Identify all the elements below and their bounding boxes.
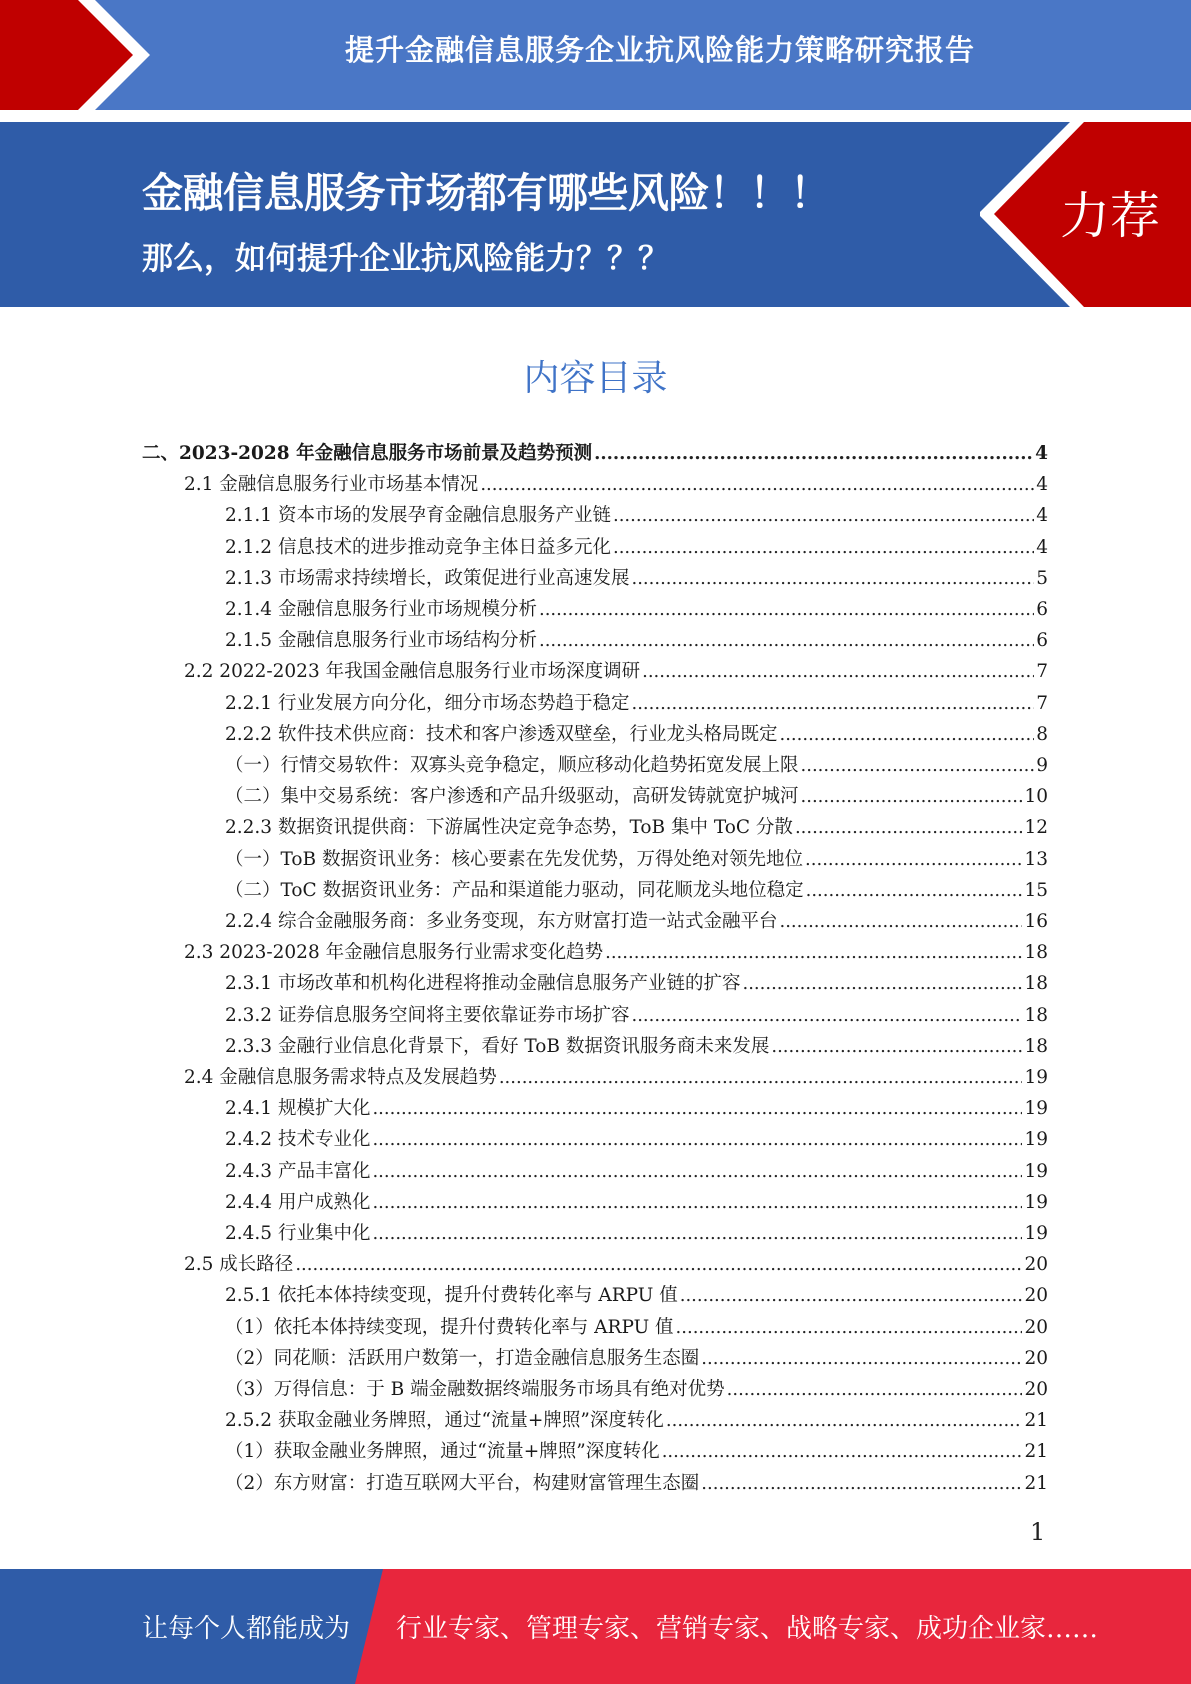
toc-entry[interactable] <box>225 1000 1048 1031</box>
toc-leader-dots <box>631 563 1034 594</box>
toc-entry-page: 9 <box>1036 755 1048 776</box>
toc-entry-label: 2.1 金融信息服务行业市场基本情况 <box>184 474 479 496</box>
toc-leader-dots <box>539 625 1034 656</box>
toc-entry[interactable] <box>225 844 1048 875</box>
toc-leader-dots <box>701 1468 1022 1499</box>
toc-entry-page: 19 <box>1024 1067 1048 1088</box>
toc-entry[interactable] <box>225 688 1048 719</box>
toc-entry[interactable] <box>225 1093 1048 1124</box>
toc-leader-dots <box>666 1405 1023 1436</box>
toc-leader-dots <box>372 1187 1022 1218</box>
toc-entry-page: 18 <box>1024 1035 1048 1057</box>
toc-entry-page: 21 <box>1024 1441 1048 1463</box>
toc-entry[interactable] <box>225 719 1048 750</box>
toc-entry-label: 2.1.3 市场需求持续增长，政策促进行业高速发展 <box>225 567 630 589</box>
toc-entry-label: （2）同花顺：活跃用户数第一，打造金融信息服务生态圈 <box>225 1347 700 1369</box>
toc-entry[interactable] <box>142 438 1048 469</box>
toc-leader-dots <box>613 500 1034 531</box>
toc-leader-dots <box>701 1343 1022 1374</box>
toc-entry-page: 6 <box>1036 599 1048 620</box>
footer-slogan-left: 让每个人都能成为 <box>142 1614 351 1644</box>
toc-entry-label: （3）万得信息：于 B 端金融数据终端服务市场具有绝对优势 <box>225 1379 725 1400</box>
toc-entry[interactable] <box>184 1062 1048 1093</box>
toc-entry-page: 18 <box>1024 1004 1048 1026</box>
toc-leader-dots <box>613 532 1034 563</box>
toc-leader-dots <box>372 1218 1022 1249</box>
toc-entry-page: 4 <box>1036 474 1048 496</box>
toc-entry-label: 2.3.3 金融行业信息化背景下，看好 ToB 数据资讯服务商未来发展 <box>225 1035 770 1057</box>
toc-entry-page: 20 <box>1024 1285 1048 1307</box>
toc-entry[interactable] <box>225 563 1048 594</box>
toc-entry-page: 18 <box>1024 973 1048 995</box>
toc-entry-label: 2.5 成长路径 <box>184 1254 294 1276</box>
toc-entry-label: 2.2.4 综合金融服务商：多业务变现，东方财富打造一站式金融平台 <box>225 911 778 932</box>
toc-entry-page: 20 <box>1024 1347 1048 1369</box>
toc-entry[interactable] <box>225 1187 1048 1218</box>
toc-leader-dots <box>801 750 1035 781</box>
toc-entry[interactable] <box>225 781 1048 812</box>
toc-leader-dots <box>631 1000 1022 1031</box>
top-red-chevron <box>0 0 160 110</box>
toc-entry-label: 2.1.5 金融信息服务行业市场结构分析 <box>225 630 537 652</box>
toc-entry[interactable] <box>225 625 1048 656</box>
toc-leader-dots <box>801 781 1023 812</box>
toc-entry-label: 2.4.5 行业集中化 <box>225 1223 371 1244</box>
toc-entry-label: 2.2.2 软件技术供应商：技术和客户渗透双壁垒，行业龙头格局既定 <box>225 723 778 745</box>
toc-entry[interactable] <box>184 656 1048 687</box>
toc-entry-page: 6 <box>1036 630 1048 652</box>
toc-entry[interactable] <box>225 1468 1048 1499</box>
toc-entry-label: 2.1.1 资本市场的发展孕育金融信息服务产业链 <box>225 505 611 527</box>
toc-entry-label: （二）ToC 数据资讯业务：产品和渠道能力驱动，同花顺龙头地位稳定 <box>225 879 804 901</box>
toc-entry[interactable] <box>184 469 1048 500</box>
toc-leader-dots <box>676 1312 1023 1343</box>
toc-leader-dots <box>742 968 1022 999</box>
toc-leader-dots <box>805 844 1022 875</box>
toc-entry[interactable] <box>225 1436 1048 1467</box>
toc-entry-label: （1）依托本体持续变现，提升付费转化率与 ARPU 值 <box>225 1316 674 1338</box>
toc-leader-dots <box>631 688 1034 719</box>
toc-leader-dots <box>372 1124 1022 1155</box>
hero-headline: 金融信息服务市场都有哪些风险！！！ <box>142 169 831 217</box>
toc-entry-page: 20 <box>1024 1379 1048 1400</box>
toc-leader-dots <box>539 594 1034 625</box>
toc-entry[interactable] <box>184 1249 1048 1280</box>
toc-entry-label: 2.4.2 技术专业化 <box>225 1129 371 1151</box>
toc-entry-page: 18 <box>1024 942 1048 964</box>
toc-leader-dots <box>779 906 1022 937</box>
toc-entry-label: （2）东方财富：打造互联网大平台，构建财富管理生态圈 <box>225 1472 700 1494</box>
toc-entry-page: 19 <box>1024 1160 1048 1182</box>
toc-entry[interactable] <box>225 1343 1048 1374</box>
toc-entry-page: 21 <box>1024 1410 1048 1432</box>
toc-heading: 内容目录 <box>523 358 668 399</box>
page-number: 1 <box>1030 1518 1046 1546</box>
toc-leader-dots <box>779 719 1034 750</box>
toc-entry[interactable] <box>225 1405 1048 1436</box>
toc-entry-label: 2.3.1 市场改革和机构化进程将推动金融信息服务产业链的扩容 <box>225 973 741 995</box>
report-title: 提升金融信息服务企业抗风险能力策略研究报告 <box>344 33 975 67</box>
footer-slogan-right: 行业专家、管理专家、营销专家、战略专家、成功企业家…… <box>396 1614 1099 1644</box>
toc-leader-dots <box>605 937 1022 968</box>
toc-entry-page: 10 <box>1024 786 1048 808</box>
toc-leader-dots <box>662 1436 1023 1467</box>
toc-entry-label: 2.4.4 用户成熟化 <box>225 1191 371 1213</box>
toc-entry-page: 7 <box>1036 692 1048 714</box>
toc-entry-label: 2.1.2 信息技术的进步推动竞争主体日益多元化 <box>225 536 611 558</box>
toc-leader-dots <box>372 1093 1022 1124</box>
toc-entry-label: 2.2.3 数据资讯提供商：下游属性决定竞争态势，ToB 集中 ToC 分散 <box>225 817 793 839</box>
toc-entry-label: 2.4 金融信息服务需求特点及发展趋势 <box>184 1067 497 1088</box>
toc-entry[interactable] <box>225 875 1048 906</box>
toc-entry-page: 7 <box>1036 661 1048 683</box>
toc-entry-label: 2.2 2022-2023 年我国金融信息服务行业市场深度调研 <box>184 661 641 683</box>
recommend-badge: 力荐 <box>1060 187 1160 245</box>
toc-entry-page: 4 <box>1035 443 1048 464</box>
toc-entry-page: 19 <box>1024 1191 1048 1213</box>
toc-entry[interactable] <box>225 750 1048 781</box>
toc-entry-label: （一）ToB 数据资讯业务：核心要素在先发优势，万得处绝对领先地位 <box>225 848 804 870</box>
toc-entry-page: 15 <box>1024 879 1048 901</box>
toc-leader-dots <box>795 812 1023 843</box>
toc-entry-label: 2.1.4 金融信息服务行业市场规模分析 <box>225 599 537 620</box>
toc-leader-dots <box>480 469 1034 500</box>
toc-entry[interactable] <box>225 1374 1048 1405</box>
toc-entry-page: 19 <box>1024 1223 1048 1244</box>
toc-entry-label: 2.3 2023-2028 年金融信息服务行业需求变化趋势 <box>184 942 604 964</box>
toc-entry-label: 2.5.1 依托本体持续变现，提升付费转化率与 ARPU 值 <box>225 1285 678 1307</box>
toc-entry-page: 4 <box>1036 536 1048 558</box>
toc-entry[interactable] <box>225 1218 1048 1249</box>
toc-entry[interactable] <box>225 532 1048 563</box>
toc-entry-label: 二、2023-2028 年金融信息服务市场前景及趋势预测 <box>142 443 593 464</box>
toc-entry[interactable] <box>225 906 1048 937</box>
toc-leader-dots <box>594 438 1033 469</box>
toc-entry-page: 19 <box>1024 1129 1048 1151</box>
toc-entry-page: 20 <box>1024 1316 1048 1338</box>
toc-leader-dots <box>642 656 1034 687</box>
toc-entry-page: 21 <box>1024 1472 1048 1494</box>
toc-leader-dots <box>372 1156 1022 1187</box>
toc-entry[interactable] <box>225 1280 1048 1311</box>
toc-entry[interactable] <box>225 812 1048 843</box>
toc-entry-page: 4 <box>1036 505 1048 527</box>
toc-entry-page: 8 <box>1036 723 1048 745</box>
toc-entry-page: 20 <box>1024 1254 1048 1276</box>
toc-entry-label: 2.2.1 行业发展方向分化，细分市场态势趋于稳定 <box>225 692 630 714</box>
toc-leader-dots <box>806 875 1023 906</box>
toc-entry[interactable] <box>225 500 1048 531</box>
toc-entry-label: 2.5.2 获取金融业务牌照，通过“流量+牌照”深度转化 <box>225 1410 664 1432</box>
toc-entry-label: 2.3.2 证券信息服务空间将主要依靠证券市场扩容 <box>225 1004 630 1026</box>
toc-entry-page: 16 <box>1024 911 1048 932</box>
toc-leader-dots <box>680 1280 1023 1311</box>
toc-entry-page: 13 <box>1024 848 1048 870</box>
toc-entry[interactable] <box>225 1124 1048 1155</box>
toc-leader-dots <box>295 1249 1022 1280</box>
toc-leader-dots <box>771 1031 1022 1062</box>
toc-entry[interactable] <box>184 937 1048 968</box>
toc-entry-label: 2.4.3 产品丰富化 <box>225 1160 371 1182</box>
hero-subheadline: 那么，如何提升企业抗风险能力？？？ <box>142 241 669 277</box>
toc-entry-label: （一）行情交易软件：双寡头竞争稳定，顺应移动化趋势拓宽发展上限 <box>225 755 799 776</box>
toc-entry-label: （1）获取金融业务牌照，通过“流量+牌照”深度转化 <box>225 1441 660 1463</box>
toc-entry-page: 19 <box>1024 1098 1048 1120</box>
toc-entry-page: 5 <box>1036 567 1048 589</box>
toc-entry[interactable] <box>225 594 1048 625</box>
toc-leader-dots <box>499 1062 1023 1093</box>
toc-entry[interactable] <box>225 1312 1048 1343</box>
toc-entry[interactable] <box>225 1156 1048 1187</box>
toc-entry[interactable] <box>225 968 1048 999</box>
toc-leader-dots <box>727 1374 1023 1405</box>
toc-entry-label: 2.4.1 规模扩大化 <box>225 1098 371 1120</box>
toc-entry[interactable] <box>225 1031 1048 1062</box>
toc-entry-label: （二）集中交易系统：客户渗透和产品升级驱动，高研发铸就宽护城河 <box>225 786 799 808</box>
toc-entry-page: 12 <box>1024 817 1048 839</box>
